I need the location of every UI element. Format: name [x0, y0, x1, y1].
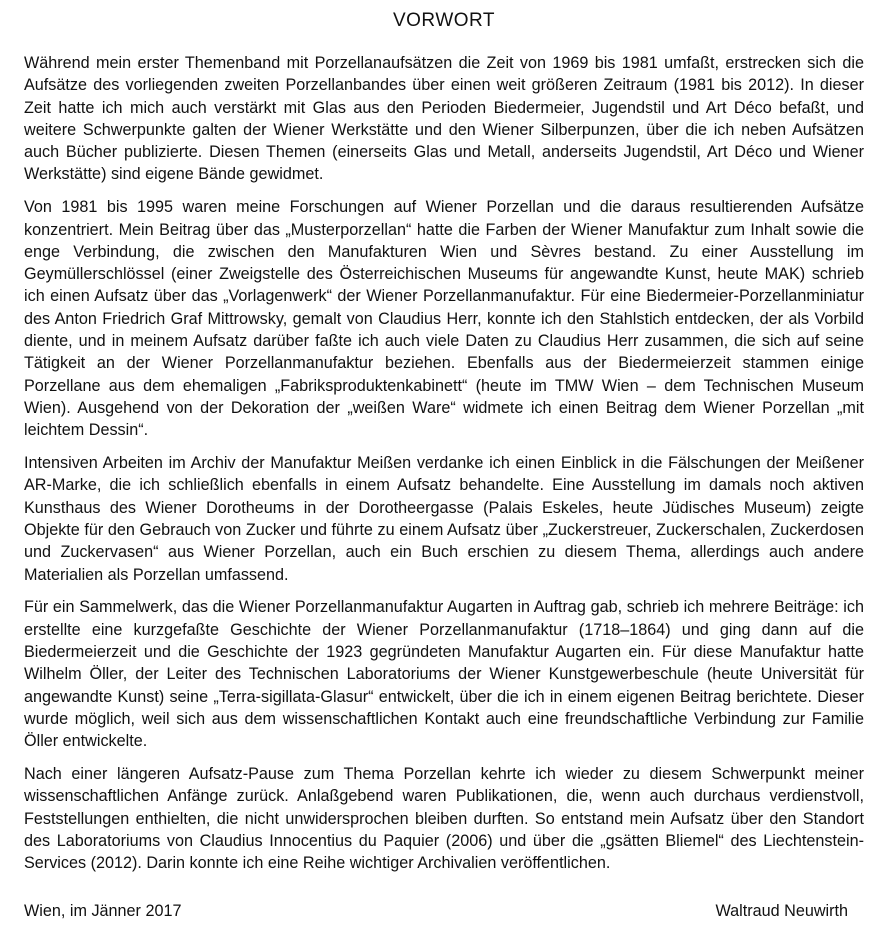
paragraph-4: Für ein Sammelwerk, das die Wiener Porzellanmanufaktur Augarten in Auftrag gab, schrieb ich mehrere Beiträge: ich erstellte eine kurzgefaßte Geschichte der Wiener Porzellanmanufaktur (1718–1864) und ging dann auf die Biedermeierzeit und die Geschichte der 1923 gegründeten Manufaktur Augarten ein. Für diese Manufaktur hatte Wilhelm Öller, der Leiter des Technischen Laboratoriums der Wiener Kunstgewerbeschule (heute Universität für angewandte Kunst) seine „Terra-sigillata-Glasur“ entwickelt, über die ich in einem eigenen Beitrag berichtete. Dieser wurde möglich, weil sich aus dem wissenschaftlichen Kontakt auch eine freundschaftliche Verbindung zur Familie Öller entwickelte. — [24, 598, 864, 751]
signature-line — [24, 900, 848, 922]
preface-body — [24, 52, 864, 874]
place-and-date: Wien, im Jänner 2017 — [24, 902, 182, 920]
paragraph-2: Von 1981 bis 1995 waren meine Forschungen auf Wiener Porzellan und die daraus resultierenden Aufsätze konzentriert. Mein Beitrag über das „Musterporzellan“ hatte die Farben der Wiener Manufaktur zum Inhalt sowie die enge Verbindung, die zwischen den Manufakturen Wien und Sèvres bestand. Zu einer Ausstellung im Geymüllerschlössel (einer Zweigstelle des Österreichischen Museums für angewandte Kunst, heute MAK) schrieb ich einen Aufsatz über das „Vorlagenwerk“ der Wiener Porzellanmanufaktur. Für eine Biedermeier-Porzellanminiatur des Anton Friedrich Graf Mittrowsky, gemalt von Claudius Herr, konnte ich den Stahlstich entdecken, der als Vorbild diente, und in meinem Aufsatz darüber faßte ich auch viele Daten zu Claudius Herr zusammen, die sich auf seine Tätigkeit an der Wiener Porzellanmanufaktur beziehen. Ebenfalls aus der Biedermeierzeit stammen einige Porzellane aus dem ehemaligen „Fabriksproduktenkabinett“ (heute im TMW Wien – dem Technischen Museum Wien). Ausgehend von der Dekoration der „weißen Ware“ widmete ich einen Beitrag dem Wiener Porzellan „mit leichtem Dessin“. — [24, 198, 864, 440]
paragraph-5: Nach einer längeren Aufsatz-Pause zum Thema Porzellan kehrte ich wieder zu diesem Schwerpunkt meiner wissenschaftlichen Anfänge zurück. Anlaßgebend waren Publikationen, die, wenn auch durchaus verdienstvoll, Feststellungen enthielten, die nicht unwidersprochen bleiben durften. So entstand mein Aufsatz über den Standort des Laboratoriums von Claudius Innocentius du Paquier (2006) und über die „gsätten Bliemel“ des Liechtenstein-Services (2012). Darin konnte ich eine Reihe wichtiger Archivalien veröffentlichen. — [24, 764, 864, 873]
paragraph-3: Intensiven Arbeiten im Archiv der Manufaktur Meißen verdanke ich einen Einblick in die Fälschungen der Meißener AR-Marke, die ich schließlich ebenfalls in einem Aufsatz behandelte. Eine Ausstellung im damals noch aktiven Kunsthaus des Wiener Dorotheums in der Dorotheergasse (Palais Eskeles, heute Jüdisches Museum) zeigte Objekte für den Gebrauch von Zucker und führte zu einem Aufsatz über „Zuckerstreuer, Zuckerschalen, Zuckerdosen und Zuckervasen“ aus Wiener Porzellan, auch ein Buch erschien zu diesem Thema, allerdings auch andere Materialien als Porzellan umfassend. — [24, 454, 864, 584]
author-name: Waltraud Neuwirth — [715, 902, 848, 920]
paragraph-1: Während mein erster Themenband mit Porzellanaufsätzen die Zeit von 1969 bis 1981 umfaßt, erstrecken sich die Aufsätze des vorliegenden zweiten Porzellanbandes über einen weit größeren Zeitraum (1981 bis 2012). In dieser Zeit hatte ich mich auch verstärkt mit Glas aus den Perioden Biedermeier, Jugendstil und Art Déco befaßt, und weitere Schwerpunkte galten der Wiener Werkstätte und den Wiener Silberpunzen, über die ich neben Aufsätzen auch Bücher publizierte. Diesen Themen (einerseits Glas und Metall, anderseits Jugendstil, Art Déco und Wiener Werkstätte) sind eigene Bände gewidmet. — [24, 54, 864, 184]
page-title: VORWORT — [392, 10, 496, 31]
